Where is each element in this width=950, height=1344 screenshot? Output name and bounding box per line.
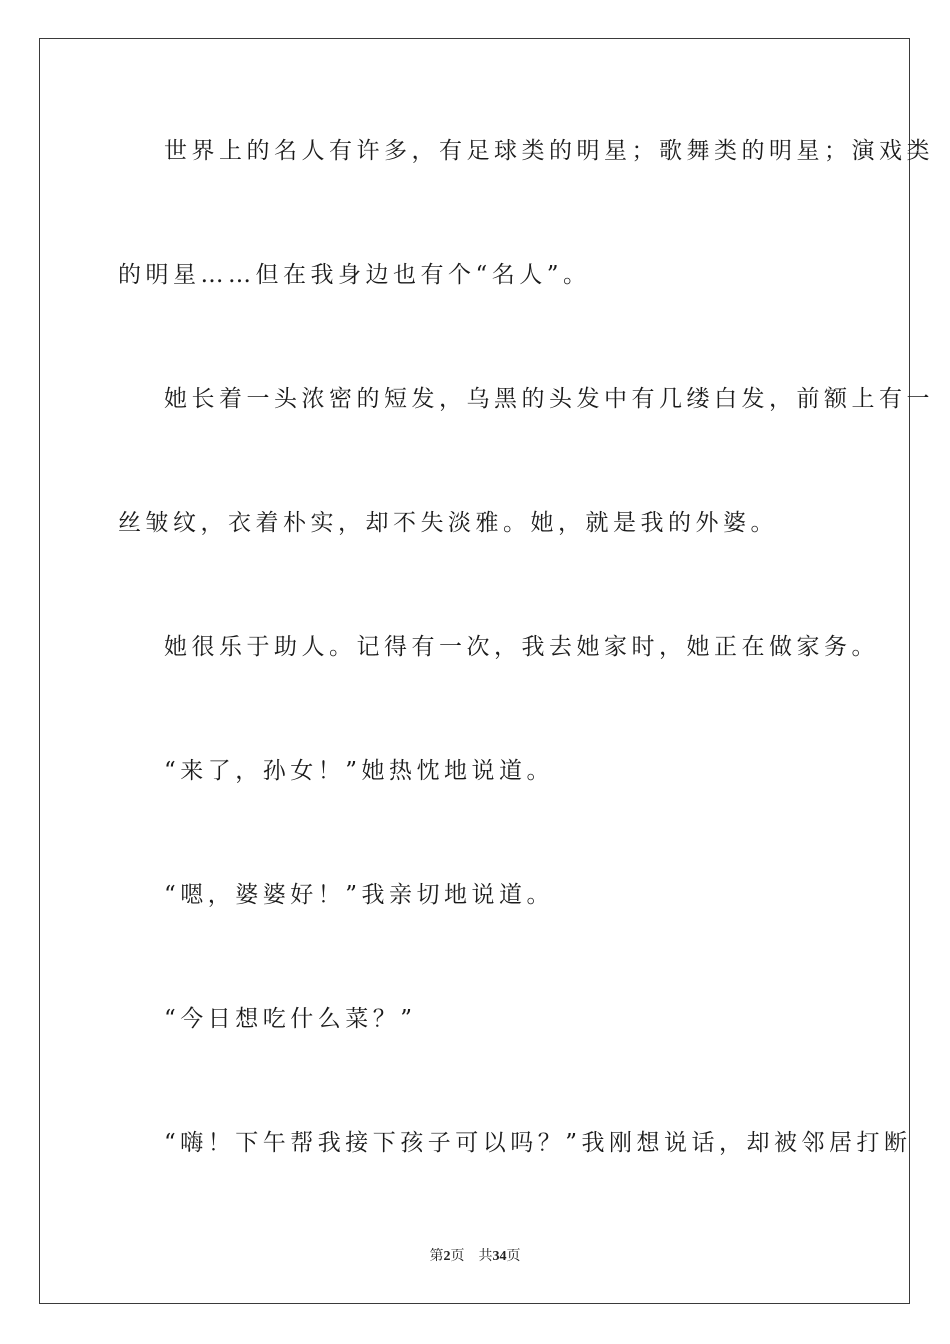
footer-page-number: 2 bbox=[443, 1249, 451, 1264]
footer-total-suffix: 页 bbox=[506, 1249, 521, 1264]
text-line-2: 的明星……但在我身边也有个“名人”。 bbox=[118, 262, 591, 288]
text-line-9: “嗨！下午帮我接下孩子可以吗？”我刚想说话，却被邻居打断 bbox=[164, 1130, 912, 1156]
page-footer bbox=[0, 1245, 950, 1265]
footer-total-pages: 34 bbox=[492, 1249, 507, 1264]
page-border bbox=[39, 38, 934, 1304]
text-line-5: 她很乐于助人。记得有一次，我去她家时，她正在做家务。 bbox=[164, 634, 879, 660]
text-line-1: 世界上的名人有许多，有足球类的明星；歌舞类的明星；演戏类 bbox=[164, 138, 934, 164]
text-line-3: 她长着一头浓密的短发，乌黑的头发中有几缕白发，前额上有一 bbox=[164, 386, 934, 412]
text-line-6: “来了，孙女！”她热忱地说道。 bbox=[164, 758, 555, 784]
text-line-8: “今日想吃什么菜？” bbox=[164, 1006, 417, 1032]
footer-page-suffix: 页 bbox=[450, 1249, 465, 1264]
footer-page-prefix: 第 bbox=[429, 1249, 444, 1264]
text-line-7: “嗯，婆婆好！”我亲切地说道。 bbox=[164, 882, 555, 908]
footer-total-prefix: 共 bbox=[478, 1249, 493, 1264]
text-line-4: 丝皱纹，衣着朴实，却不失淡雅。她，就是我的外婆。 bbox=[118, 510, 778, 536]
